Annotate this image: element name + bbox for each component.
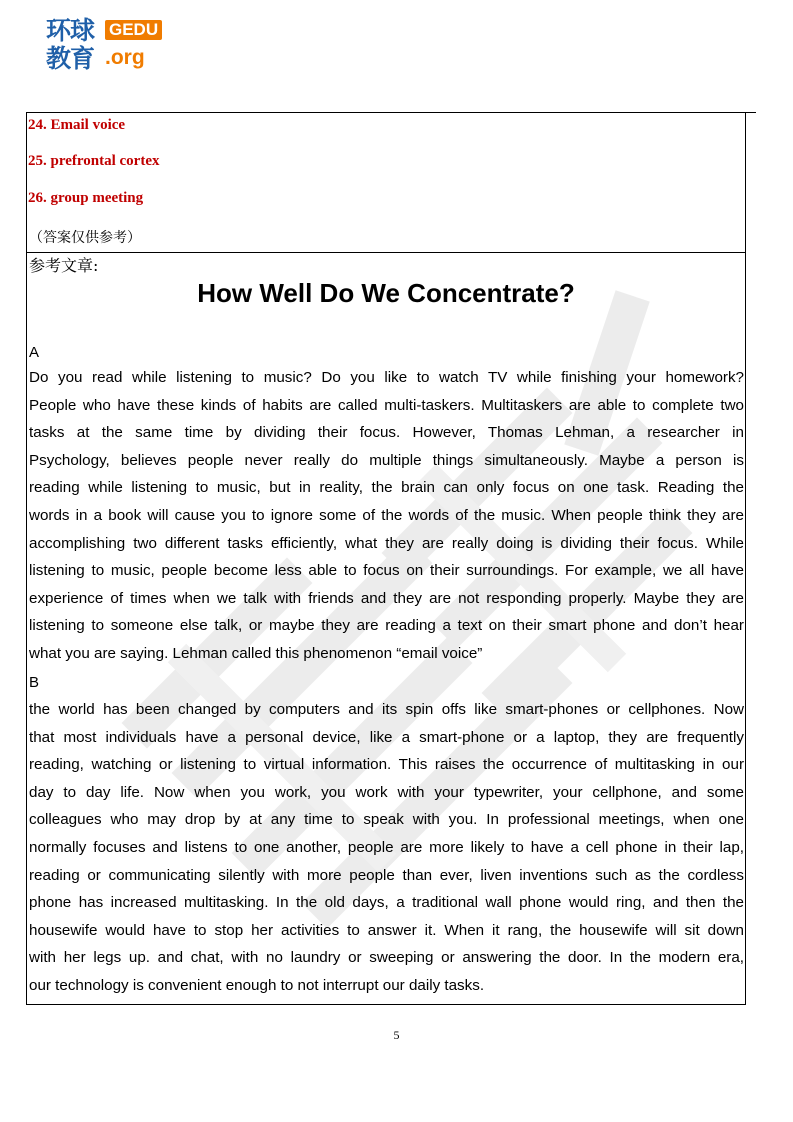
logo-badge: GEDU [105, 20, 162, 40]
logo-cn-line1: 环球 [46, 16, 95, 45]
paragraph-line: our technology is convenient enough to not interrupt our daily tasks. [29, 976, 485, 994]
section-a-paragraph [29, 364, 744, 668]
paragraph-line: what you are saying. Lehman called this phenomenon “email voice” [29, 644, 483, 662]
paragraph-line: with her legs up. and chat, with no laundry or sweeping or answering the door. In the modern era, [29, 949, 744, 967]
paragraph-line: listening to music, people become less able to focus on their surroundings. For example, we all have [29, 562, 744, 580]
section-b-paragraph [29, 696, 744, 1000]
paragraph-line: Psychology, believes people never really do multiple things simultaneously. Maybe a person is [29, 451, 744, 469]
article-box [26, 253, 746, 1005]
answer-24: 24. Email voice [28, 117, 126, 133]
paragraph-line: words in a book will cause you to ignore some of the words of the music. When people think they are [29, 506, 744, 524]
logo-suffix: .org [105, 46, 145, 69]
paragraph-line: People who have these kinds of habits are called multi-taskers. Multitaskers are able to complete two [29, 396, 744, 414]
answer-note: （答案仅供参考） [29, 230, 141, 246]
paragraph-line: phone has increased multitasking. In the old days, a traditional wall phone would ring, and then the [29, 894, 744, 912]
paragraph-line: the world has been changed by computers and its spin offs like smart-phones or cellphones. Now [29, 701, 744, 718]
answer-26: 26. group meeting [28, 190, 144, 206]
reference-label: 参考文章: [29, 256, 99, 275]
page-number: 5 [393, 1028, 400, 1042]
paragraph-line: Do you read while listening to music? Do you like to watch TV while finishing your homework? [29, 369, 744, 386]
paragraph-line: colleagues who may drop by at any time to speak with you. In professional meetings, when one [29, 811, 744, 829]
answer-25: 25. prefrontal cortex [28, 153, 160, 169]
paragraph-line: that most individuals have a personal device, like a smart-phone or a laptop, they are frequently [29, 728, 744, 746]
paragraph-line: tasks at the same time by dividing their focus. However, Thomas Lehman, a researcher in [29, 424, 744, 442]
logo-cn-line2: 教育 [46, 44, 95, 73]
article-title: How Well Do We Concentrate? [197, 278, 575, 308]
paragraph-line: listening to someone else talk, or maybe they are reading a text on their smart phone and don’t hear [29, 617, 744, 635]
paragraph-line: day to day life. Now when you work, you work with your typewriter, your cellphone, and some [29, 783, 744, 801]
answer-box [26, 113, 746, 253]
paragraph-line: experience of times when we talk with friends and they are not responding properly. Maybe they are [29, 589, 744, 607]
paragraph-line: normally focuses and listens to one another, people are more likely to have a cell phone in their lap, [29, 838, 744, 856]
paragraph-line: housewife would have to stop her activities to answer it. When it rang, the housewife will sit down [29, 921, 744, 939]
paragraph-line: reading, watching or listening to virtual information. This raises the occurrence of multitasking in our [29, 756, 744, 774]
section-a-label: A [29, 344, 40, 361]
gedu-logo [46, 14, 171, 72]
section-b-label: B [29, 674, 40, 691]
paragraph-line: reading while listening to music, but in reality, the brain can only focus on one task. Reading the [29, 479, 744, 497]
paragraph-line: reading or communicating silently with more people than ever, liven inventions such as the cordless [29, 866, 744, 884]
paragraph-line: accomplishing two different tasks efficiently, what they are really doing is dividing their focus. While [29, 534, 744, 552]
